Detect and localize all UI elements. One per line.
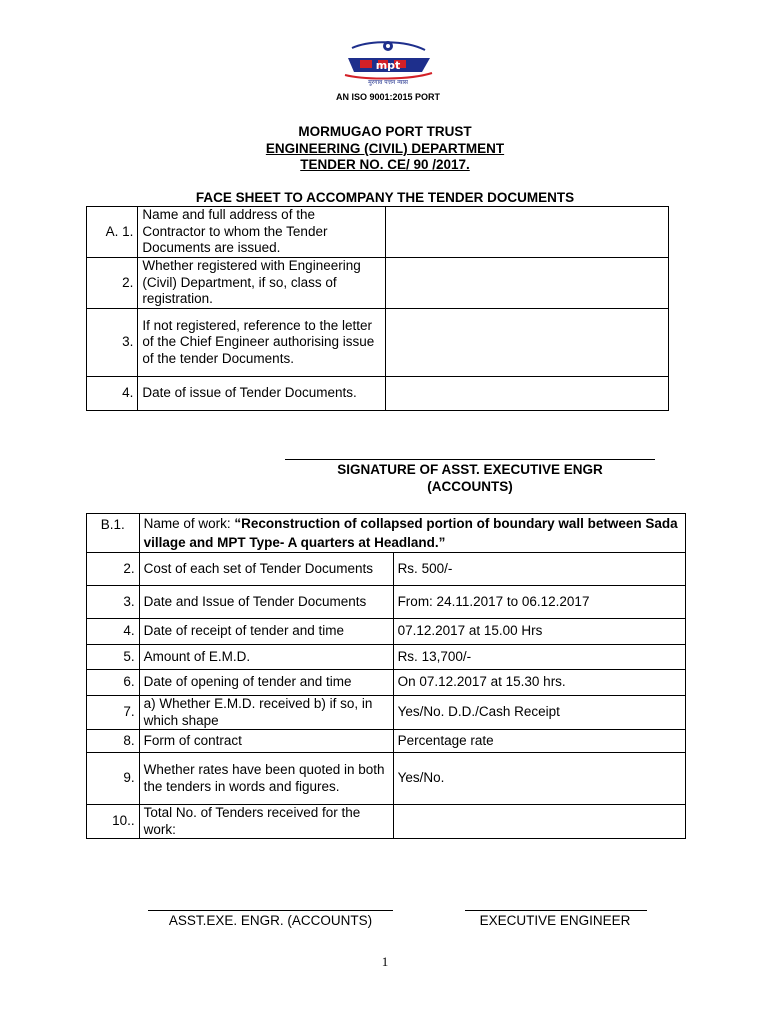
table-row: [87, 753, 686, 805]
row-label: Cost of each set of Tender Documents: [139, 553, 393, 586]
row-number: 3.: [87, 309, 138, 377]
row-number: 5.: [87, 645, 140, 670]
work-prefix: Name of work:: [143, 516, 235, 531]
row-label: Form of contract: [139, 730, 393, 753]
row-label: a) Whether E.M.D. received b) if so, in which shape: [139, 696, 393, 730]
row-value: Yes/No. D.D./Cash Receipt: [393, 696, 685, 730]
row-value: From: 24.11.2017 to 06.12.2017: [393, 586, 685, 619]
row-value: Percentage rate: [393, 730, 685, 753]
row-number: 7.: [87, 696, 140, 730]
table-row: [87, 619, 686, 645]
department-name: ENGINEERING (CIVIL) DEPARTMENT: [265, 141, 505, 156]
signature-line: [285, 459, 655, 460]
row-number: 3.: [87, 586, 140, 619]
mpt-logo: [330, 40, 445, 105]
row-value: Rs. 13,700/-: [393, 645, 685, 670]
table-row: [87, 207, 669, 258]
row-number: 10..: [87, 805, 140, 839]
table-row: [87, 670, 686, 696]
table-row: [87, 696, 686, 730]
row-value: [393, 805, 685, 839]
logo-small-text: मुरगाव पत्तन न्यास: [368, 79, 408, 86]
table-row: [87, 730, 686, 753]
table-row: [87, 645, 686, 670]
row-value: On 07.12.2017 at 15.30 hrs.: [393, 670, 685, 696]
row-value: [385, 207, 668, 258]
right-signature-line: [465, 910, 647, 911]
org-name: MORMUGAO PORT TRUST: [298, 124, 472, 139]
section-a-table: [86, 206, 669, 411]
row-value: Rs. 500/-: [393, 553, 685, 586]
logo-iso-text: AN ISO 9001:2015 PORT: [335, 92, 441, 102]
row-label: Total No. of Tenders received for the work:: [139, 805, 393, 839]
row-label: Date and Issue of Tender Documents: [139, 586, 393, 619]
row-value: [385, 377, 668, 411]
table-row: [87, 586, 686, 619]
row-label: Date of issue of Tender Documents.: [138, 377, 385, 411]
left-signature-title: ASST.EXE. ENGR. (ACCOUNTS): [168, 913, 373, 928]
row-number: 2.: [87, 258, 138, 309]
table-row: [87, 258, 669, 309]
section-b-table: [86, 513, 686, 839]
row-label: Name and full address of the Contractor to whom the Tender Documents are issued.: [138, 207, 385, 258]
table-row: [87, 805, 686, 839]
row-label: Whether rates have been quoted in both the tenders in words and figures.: [139, 753, 393, 805]
tender-number: TENDER NO. CE/ 90 /2017.: [300, 157, 470, 172]
row-label: Whether registered with Engineering (Civil) Department, if so, class of registration.: [138, 258, 385, 309]
row-value: [385, 309, 668, 377]
row-number: 4.: [87, 377, 138, 411]
left-signature-line: [148, 910, 393, 911]
row-label: Date of receipt of tender and time: [139, 619, 393, 645]
table-row: [87, 309, 669, 377]
row-number: 2.: [87, 553, 140, 586]
row-value: [385, 258, 668, 309]
table-row: [87, 377, 669, 411]
table-row: [87, 514, 686, 553]
name-of-work: [139, 514, 685, 553]
logo-acronym: mpt: [375, 59, 401, 72]
row-value: Yes/No.: [393, 753, 685, 805]
work-name: “Reconstruction of collapsed portion of boundary wall between Sada village and MPT Type- A quarters at Headland.”: [143, 516, 678, 550]
row-number: A. 1.: [87, 207, 138, 258]
signature-title: SIGNATURE OF ASST. EXECUTIVE ENGR: [337, 462, 603, 477]
row-label: If not registered, reference to the letter of the Chief Engineer authorising issue of the tender Documents.: [138, 309, 385, 377]
signature-subtitle: (ACCOUNTS): [427, 479, 513, 494]
row-value: 07.12.2017 at 15.00 Hrs: [393, 619, 685, 645]
row-label: Amount of E.M.D.: [139, 645, 393, 670]
right-signature-title: EXECUTIVE ENGINEER: [479, 913, 631, 928]
row-label: Date of opening of tender and time: [139, 670, 393, 696]
row-number: 8.: [87, 730, 140, 753]
row-number: B.1.: [87, 514, 140, 553]
table-row: [87, 553, 686, 586]
page-number: 1: [381, 954, 389, 969]
row-number: 6.: [87, 670, 140, 696]
face-sheet-title: FACE SHEET TO ACCOMPANY THE TENDER DOCUMENTS: [195, 190, 575, 205]
row-number: 9.: [87, 753, 140, 805]
row-number: 4.: [87, 619, 140, 645]
